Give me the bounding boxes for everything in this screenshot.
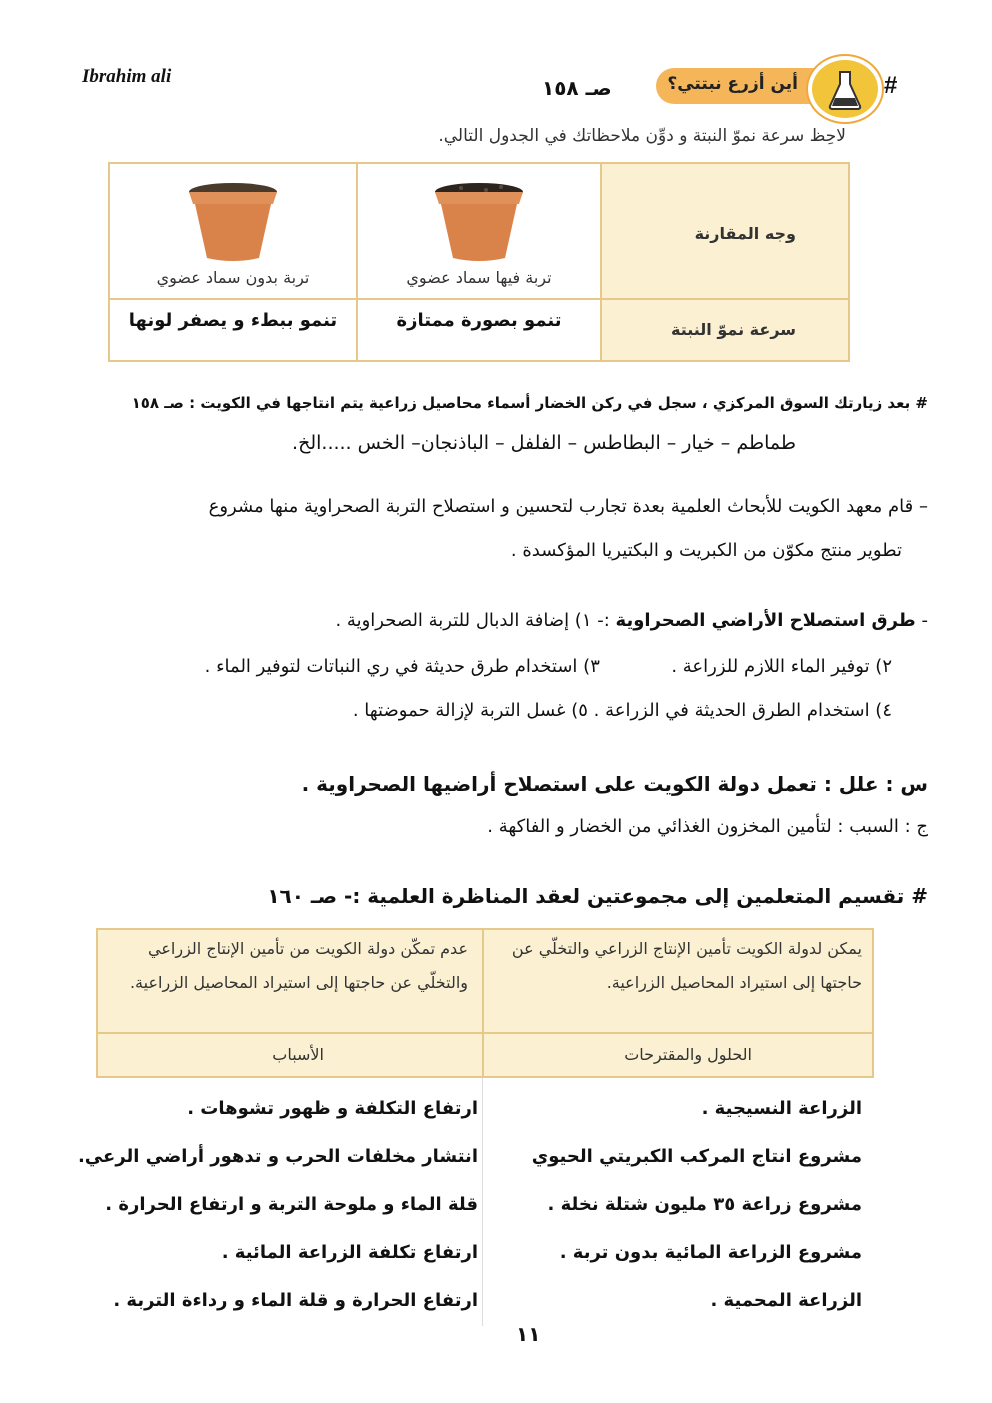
reasons-header-text: الأسباب: [272, 1045, 324, 1064]
unfertilized-pot-image: [185, 180, 281, 262]
unfertilized-answer-cell: [110, 298, 356, 360]
market-prompt: # بعد زيارتك السوق المركزي ، سجل في ركن الخضار أسماء محاصيل زراعية يتم انتاجها في الكويت : صـ ١٥٨: [131, 394, 928, 412]
reason-2: انتشار مخلفات الحرب و تدهور أراضي الرعي.: [77, 1146, 478, 1167]
method-item-5: ٥) غسل التربة لإزالة حموضتها .: [352, 700, 588, 721]
solution-1: الزراعة النسيجية .: [701, 1098, 862, 1119]
debate-table: [77, 928, 874, 1326]
market-answer: طماطم – خيار – البطاطس – الفلفل – الباذنجان– الخس .....الخ.: [292, 432, 796, 454]
hash-mark: #: [884, 72, 898, 99]
con-header-cell: [96, 928, 482, 1034]
solutions-header-cell: [482, 1034, 874, 1078]
author-name: Ibrahim ali: [82, 66, 172, 87]
comparison-aspect-label: وجه المقارنة: [694, 224, 796, 243]
growth-speed-cell: [600, 298, 848, 360]
fertilized-caption: تربة فيها سماد عضوي: [406, 268, 552, 287]
method-item-1: ١) إضافة الدبال للتربة الصحراوية .: [335, 610, 592, 631]
pro-header-text: يمكن لدولة الكويت تأمين الإنتاج الزراعي والتخلّي عن حاجتها إلى استيراد المحاصيل الزراعية.: [511, 939, 862, 992]
fertilized-pot-cell: [356, 164, 600, 298]
comparison-header-cell: [600, 164, 848, 298]
method-item-2: ٢) توفير الماء اللازم للزراعة .: [671, 656, 892, 677]
unfertilized-pot-cell: [110, 164, 356, 298]
fertilized-answer: تنمو بصورة ممتازة: [396, 310, 562, 331]
instruction-text: لاحِظ سرعة نموّ النبتة و دوِّن ملاحظاتك في الجدول التالي.: [438, 126, 846, 146]
reasons-header-cell: [96, 1034, 482, 1078]
methods-dash: -: [921, 610, 928, 631]
methods-line-3: [353, 700, 892, 721]
method-item-3: ٣) استخدام طرق حديثة في ري النباتات لتوفير الماء .: [204, 656, 600, 677]
reason-3: قلة الماء و ملوحة التربة و ارتفاع الحرارة .: [105, 1194, 478, 1215]
fertilized-answer-cell: [356, 298, 600, 360]
question-text: س : علل : تعمل دولة الكويت على استصلاح أراضيها الصحراوية .: [301, 772, 928, 796]
solution-5: الزراعة المحمية .: [710, 1290, 862, 1311]
unfertilized-caption: تربة بدون سماد عضوي: [156, 268, 310, 287]
reason-5: ارتفاع الحرارة و قلة الماء و رداءة التربة .: [113, 1290, 478, 1311]
debate-heading: # تقسيم المتعلمين إلى مجموعتين لعقد المناظرة العلمية :- صـ ١٦٠: [267, 884, 928, 908]
page-reference: صـ ١٥٨: [542, 76, 612, 100]
methods-line-2: [205, 656, 892, 677]
method-item-4: ٤) استخدام الطرق الحديثة في الزراعة .: [593, 700, 892, 721]
methods-line-1: [335, 610, 928, 631]
flask-badge: [808, 56, 882, 122]
column-divider: [482, 1078, 483, 1326]
page-number: ١١: [516, 1322, 541, 1346]
reason-4: ارتفاع تكلفة الزراعة المائية .: [221, 1242, 478, 1263]
institute-line-2: تطوير منتج مكوّن من الكبريت و البكتيريا المؤكسدة .: [510, 540, 902, 561]
solution-4: مشروع الزراعة المائية بدون تربة .: [559, 1242, 862, 1263]
institute-line-1: – قام معهد الكويت للأبحاث العلمية بعدة تجارب لتحسين و استصلاح التربة الصحراوية منها مشروع: [208, 496, 928, 517]
reason-1: ارتفاع التكلفة و ظهور تشوهات .: [187, 1098, 478, 1119]
pro-header-cell: [482, 928, 874, 1034]
methods-heading: طرق استصلاح الأراضي الصحراوية: [615, 610, 916, 631]
answer-text: ج : السبب : لتأمين المخزون الغذائي من الخضار و الفاكهة .: [487, 816, 928, 837]
solution-3: مشروع زراعة ٣٥ مليون شتلة نخلة .: [547, 1194, 862, 1215]
comparison-table: [108, 162, 850, 362]
solution-2: مشروع انتاج المركب الكبريتي الحيوي: [531, 1146, 862, 1167]
unfertilized-answer: تنمو ببطء و يصفر لونها: [128, 310, 338, 331]
lesson-title: أين أزرع نبتتي؟: [667, 74, 798, 94]
flask-icon: [828, 70, 862, 110]
con-header-text: عدم تمكّن دولة الكويت من تأمين الإنتاج الزراعي والتخلّي عن حاجتها إلى استيراد المحاصيل الزراعية.: [129, 939, 468, 992]
methods-separator: :-: [597, 610, 610, 631]
growth-speed-label: سرعة نموّ النبتة: [670, 320, 796, 339]
fertilized-pot-image: [431, 180, 527, 262]
solutions-header-text: الحلول والمقترحات: [624, 1045, 752, 1064]
